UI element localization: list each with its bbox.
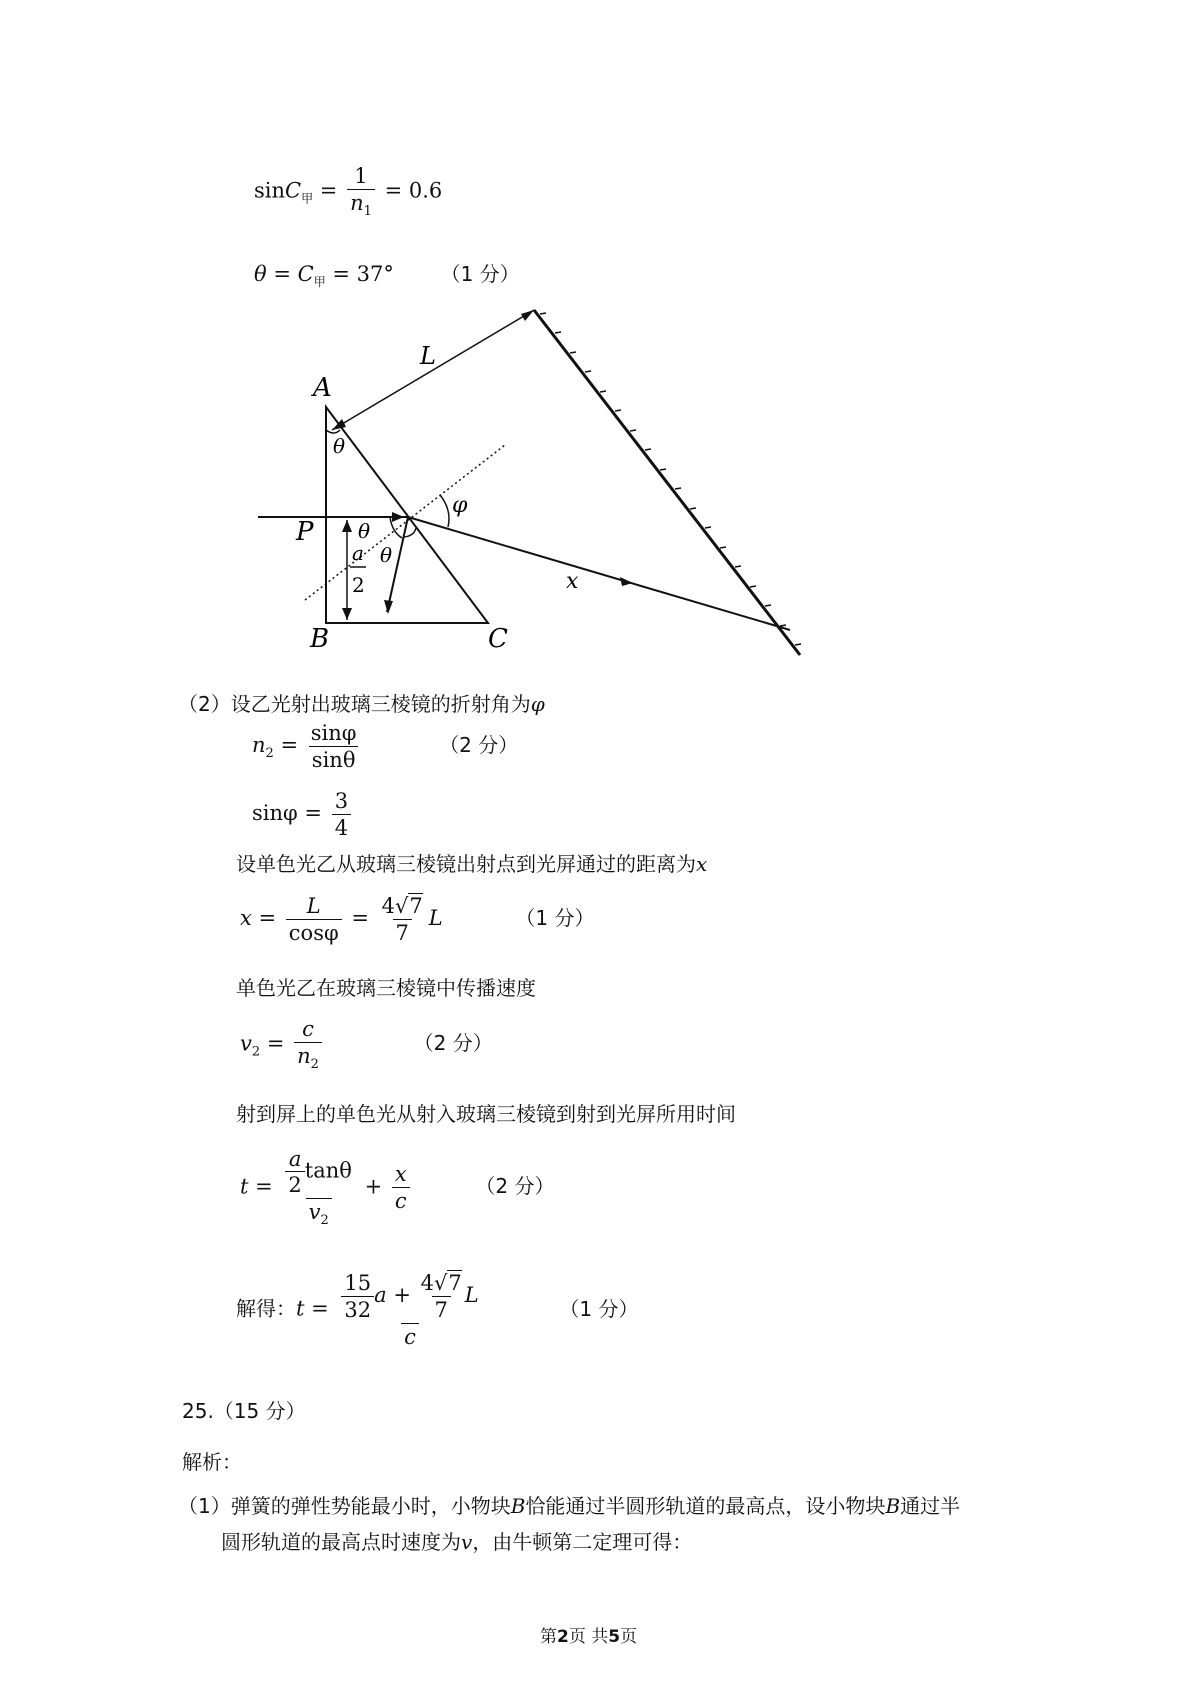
equation-v2: $v_2$ = $\frac{c}{n_2}$ （2 分） [240, 1017, 493, 1073]
arrow-head [332, 419, 346, 430]
arrow-head [392, 512, 404, 522]
label-x: x [566, 569, 579, 594]
fraction: $\frac{x}{c}$ [392, 1163, 410, 1212]
fraction: $\frac{L}{\cos\varphi}$ [286, 895, 342, 944]
label-a: a [352, 541, 364, 565]
equation-solution: 解得：t = $\frac{15}{32}$ a + $\frac{4√7}{7}$ L c （1 分） [236, 1271, 639, 1350]
angle-arc-phi [440, 495, 449, 527]
fraction: $\frac{a}{2}$ tanθ $v_2$ [282, 1148, 355, 1228]
label-P: P [296, 517, 314, 547]
page-footer: 第2页 共5页 [540, 1627, 638, 1647]
equation-x: x = $\frac{L}{\cos\varphi}$ = $\frac{4√7}{7}$ L （1 分） [240, 894, 595, 946]
fraction: $\frac{15}{32}$ a + $\frac{4√7}{7}$ L c [338, 1272, 481, 1348]
label-L: L [420, 342, 436, 370]
fraction: $\frac{c}{n_2}$ [294, 1018, 322, 1072]
label-theta-A: θ [333, 434, 346, 458]
fraction: $\frac{\sin\varphi}{\sin\theta}$ [310, 721, 357, 773]
angle-arc-A [326, 430, 340, 433]
fraction: $\frac{4√7}{7}$ [381, 894, 423, 946]
distance-L-line [332, 310, 534, 430]
q25-part1-line1: （1）弹簧的弹性势能最小时，小物块B恰能通过半圆形轨道的最高点，设小物块B通过半 [178, 1494, 961, 1518]
part2-intro: （2）设乙光射出玻璃三棱镜的折射角为φ [178, 692, 545, 716]
label-theta-2: θ [380, 543, 393, 567]
label-C: C [488, 624, 508, 654]
prism-diagram [0, 0, 1200, 680]
normal-line [305, 445, 505, 600]
fraction: $\frac{1}{n_1}$ [347, 165, 375, 219]
fraction: $\frac{3}{4}$ [332, 790, 351, 839]
arrow-head [521, 310, 534, 321]
equation-n2: $n_2$ = $\frac{\sin\varphi}{\sin\theta}$ （2 分） [252, 721, 519, 773]
arrow-head [342, 608, 352, 620]
arrow-head [384, 600, 393, 614]
arrow-head [342, 520, 352, 532]
arrow-head [620, 577, 633, 586]
equation-sin-critical: sinC$_甲$ = $\frac{1}{n_1}$ = 0.6 [254, 164, 443, 220]
label-A: A [313, 373, 332, 403]
label-theta-1: θ [358, 519, 371, 543]
emergent-ray [408, 517, 790, 630]
analysis-label: 解析： [182, 1450, 242, 1474]
equation-theta: $\theta = C_甲 = 37^\circ$ （1 分） [254, 262, 520, 289]
label-B: B [310, 624, 330, 654]
equation-t: t = $\frac{a}{2}$ tanθ $v_2$ + $\frac{x}{c}$ （2 分） [240, 1147, 555, 1229]
equation-sinphi: sinφ = $\frac{3}{4}$ [252, 790, 354, 839]
text-speed: 单色光乙在玻璃三棱镜中传播速度 [236, 976, 536, 1000]
label-2: 2 [352, 573, 365, 597]
q25-part1-line2: 圆形轨道的最高点时速度为v，由牛顿第二定理可得： [221, 1530, 693, 1554]
text-distance-x: 设单色光乙从玻璃三棱镜出射点到光屏通过的距离为x [236, 852, 708, 876]
label-phi: φ [452, 493, 468, 518]
question-25-title: 25.（15 分） [182, 1399, 306, 1423]
screen [534, 310, 800, 655]
text-time: 射到屏上的单色光从射入玻璃三棱镜到射到光屏所用时间 [236, 1102, 736, 1126]
